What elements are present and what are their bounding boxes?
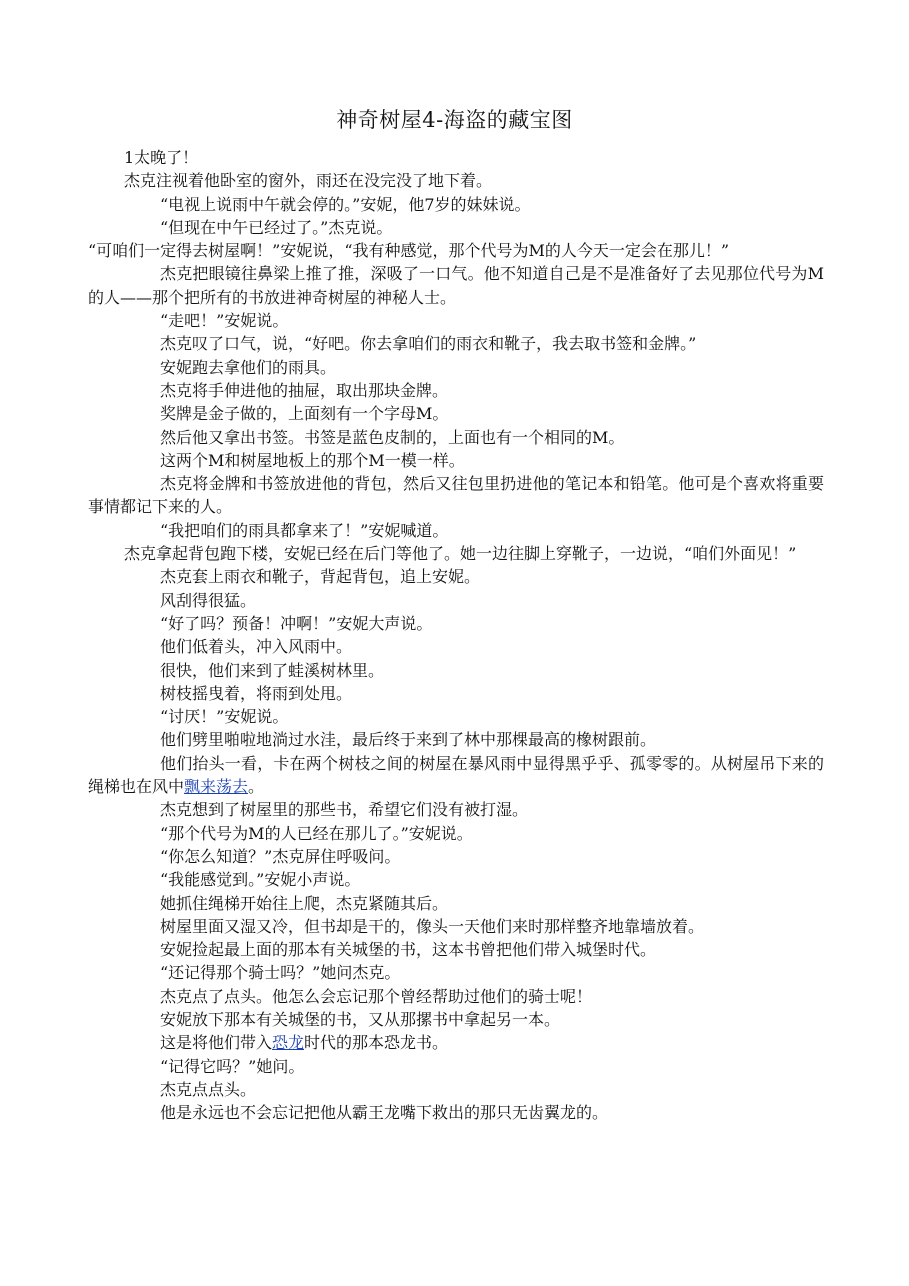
paragraph: “电视上说雨中午就会停的。”安妮，他7岁的妹妹说。	[160, 194, 531, 214]
paragraph-text-after: 时代的那本恐龙书。	[304, 1033, 449, 1053]
paragraph: 树屋里面又湿又冷，但书却是干的，像头一天他们来时那样整齐地靠墙放着。	[160, 916, 705, 936]
paragraph-text-before: 他们抬头一看，卡在两个树枝之间的树屋在暴风雨中显得黑乎乎、孤零零的。从树屋吊下来的绳梯也在风中	[88, 753, 824, 797]
paragraph: 奖牌是金子做的，上面刻有一个字母M。	[160, 404, 449, 424]
paragraph: “走吧！”安妮说。	[160, 311, 289, 331]
hyperlink[interactable]: 飘来荡去	[184, 777, 249, 797]
paragraph: 杰克拿起背包跑下楼，安妮已经在后门等他了。她一边往脚上穿靴子，一边说，“咱们外面见！”	[124, 544, 797, 564]
paragraph: 树枝摇曳着，将雨到处甩。	[160, 683, 353, 703]
paragraph: 1太晚了！	[124, 148, 199, 167]
paragraph: “但现在中午已经过了。”杰克说。	[160, 217, 393, 237]
paragraph: 杰克注视着他卧室的窗外，雨还在没完没了地下着。	[124, 171, 493, 191]
paragraph: 这两个M和树屋地板上的那个M一模一样。	[160, 450, 465, 470]
paragraph: 他们低着头，冲入风雨中。	[160, 637, 353, 657]
paragraph: “讨厌！”安妮说。	[160, 707, 289, 727]
paragraph: 她抓住绳梯开始往上爬，杰克紧随其后。	[160, 893, 449, 913]
paragraph	[88, 1031, 824, 1054]
paragraph: 杰克点点头。	[160, 1079, 257, 1099]
paragraph: 他是永远也不会忘记把他从霸王龙嘴下救出的那只无齿翼龙的。	[160, 1103, 609, 1123]
paragraph: “可咱们一定得去树屋啊！”安妮说，“我有种感觉，那个代号为M的人今天一定会在那儿！”	[88, 241, 730, 261]
paragraph: “还记得那个骑士吗？”她问杰克。	[160, 963, 401, 983]
paragraph: “我能感觉到。”安妮小声说。	[160, 870, 361, 890]
paragraph: 风刮得很猛。	[160, 590, 257, 610]
paragraph: 杰克套上雨衣和靴子，背起背包，追上安妮。	[160, 567, 481, 587]
paragraph: 他们劈里啪啦地淌过水洼，最后终于来到了林中那棵最高的橡树跟前。	[160, 730, 657, 750]
paragraph: 杰克叹了口气，说，“好吧。你去拿咱们的雨衣和靴子，我去取书签和金牌。”	[160, 334, 697, 354]
paragraph	[88, 752, 824, 799]
document-title: 神奇树屋4-海盗的藏宝图	[336, 108, 573, 132]
paragraph: 很快，他们来到了蛙溪树林里。	[160, 660, 385, 680]
paragraph: “你怎么知道？”杰克屏住呼吸问。	[160, 846, 401, 866]
paragraph: 安妮放下那本有关城堡的书，又从那摞书中拿起另一本。	[160, 1009, 561, 1029]
paragraph: “我把咱们的雨具都拿来了！”安妮喊道。	[160, 520, 449, 540]
paragraph: “记得它吗？”她问。	[160, 1056, 305, 1076]
paragraph: 安妮跑去拿他们的雨具。	[160, 357, 337, 377]
paragraph: 安妮捡起最上面的那本有关城堡的书，这本书曾把他们带入城堡时代。	[160, 940, 657, 960]
paragraph: 杰克把眼镜往鼻梁上推了推，深吸了一口气。他不知道自己是不是准备好了去见那位代号为M的人——那个把所有的书放进神奇树屋的神秘人士。	[88, 264, 824, 307]
paragraph-text-after: 。	[248, 777, 265, 797]
paragraph: 杰克将手伸进他的抽屉，取出那块金牌。	[160, 380, 449, 400]
paragraph: “那个代号为M的人已经在那儿了。”安妮说。	[160, 823, 473, 843]
paragraph: 然后他又拿出书签。书签是蓝色皮制的，上面也有一个相同的M。	[160, 427, 625, 447]
document-body	[88, 146, 824, 1124]
paragraph: 杰克想到了树屋里的那些书，希望它们没有被打湿。	[160, 800, 529, 820]
paragraph: 杰克点了点头。他怎么会忘记那个曾经帮助过他们的骑士呢！	[160, 986, 593, 1006]
paragraph: 杰克将金牌和书签放进他的背包，然后又往包里扔进他的笔记本和铅笔。他可是个喜欢将重要事情都记下来的人。	[88, 474, 824, 517]
hyperlink[interactable]: 恐龙	[272, 1033, 305, 1053]
paragraph: “好了吗？预备！冲啊！”安妮大声说。	[160, 613, 433, 633]
paragraph-text-before: 这是将他们带入	[160, 1033, 273, 1053]
